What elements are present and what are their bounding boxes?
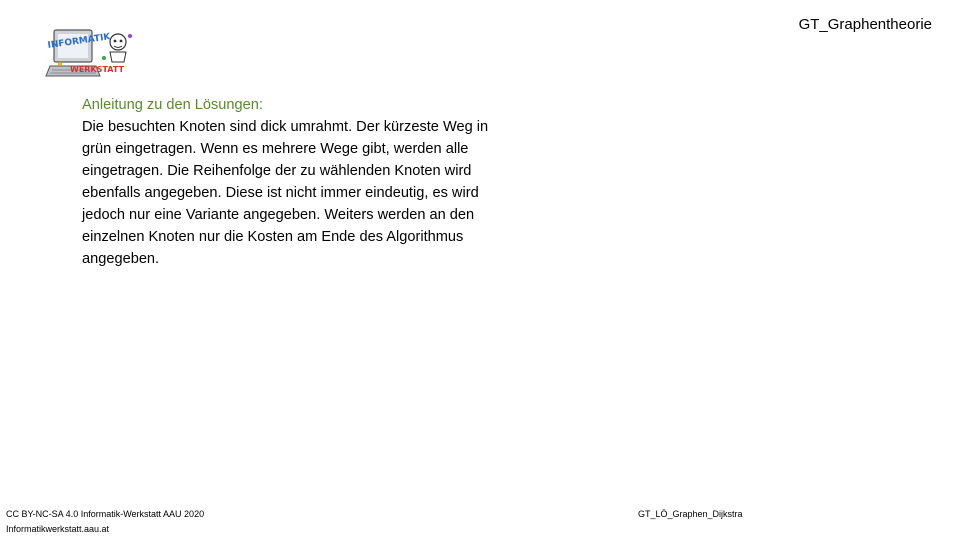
- instructions-line: jedoch nur eine Variante angegeben. Weiters werden an den: [82, 207, 475, 223]
- footer-license-text: CC BY-NC-SA 4.0 Informatik-Werkstatt AAU 2020: [6, 509, 205, 519]
- footer-license-block: [6, 507, 204, 537]
- instructions-line: Die besuchten Knoten sind dick umrahmt. Der kürzeste Weg in: [82, 119, 489, 135]
- instructions-line: angegeben.: [82, 251, 160, 267]
- footer-website-text: Informatikwerkstatt.aau.at: [6, 524, 110, 534]
- svg-text:WERKSTATT: WERKSTATT: [70, 65, 124, 74]
- header-title: GT_Graphentheorie: [798, 16, 932, 33]
- instructions-line: grün eingetragen. Wenn es mehrere Wege gibt, werden alle: [82, 141, 469, 157]
- informatik-werkstatt-logo-icon: [44, 28, 136, 78]
- instructions-heading: Anleitung zu den Lösungen:: [82, 97, 263, 113]
- instructions-line: ebenfalls angegeben. Diese ist nicht immer eindeutig, es wird: [82, 185, 479, 201]
- footer-document-id: GT_LÖ_Graphen_Dijkstra: [638, 509, 743, 519]
- instructions-line: eingetragen. Die Reihenfolge der zu wählenden Knoten wird: [82, 163, 472, 179]
- instructions-block: [82, 94, 552, 270]
- instructions-line: einzelnen Knoten nur die Kosten am Ende des Algorithmus: [82, 229, 464, 245]
- svg-text:INFORMATIK: INFORMATIK: [47, 32, 112, 51]
